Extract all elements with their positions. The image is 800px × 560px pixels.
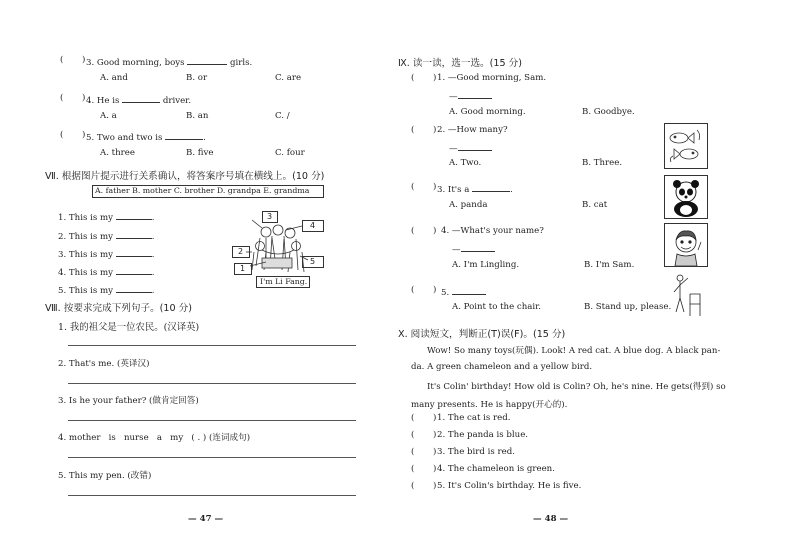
- question-stem: 3. Good morning, boys girls.: [86, 55, 252, 68]
- label-box: [302, 256, 324, 268]
- option-b: B. I'm Sam.: [584, 260, 635, 270]
- list-item: 2. That's me. (英译汉): [58, 359, 150, 369]
- boy-icon: [665, 224, 707, 266]
- option-a: A. Point to the chair.: [452, 302, 542, 312]
- label-number: 4: [310, 221, 316, 230]
- question-stem: 5.: [441, 285, 486, 298]
- option-a: A. and: [100, 73, 128, 83]
- label-number: 2: [238, 247, 244, 256]
- list-item: 1. 我的祖父是一位农民。(汉译英): [58, 322, 200, 333]
- answer-paren-open: (: [60, 55, 64, 65]
- passage-line: Wow! So many toys(玩偶). Look! A red cat. A blue dog. A black pan-: [427, 346, 721, 356]
- question-stem: 2. —How many?: [437, 125, 508, 135]
- answer-paren-close: ): [433, 182, 437, 192]
- answer-paren-close: ): [433, 125, 437, 135]
- answer-paren-open: (: [411, 464, 415, 474]
- option-c: C. /: [275, 111, 290, 121]
- standing-person-image: [664, 272, 706, 320]
- option-b: B. an: [186, 111, 209, 121]
- list-item: 5. This my pen. (改错): [58, 471, 152, 481]
- page-number: — 47 —: [188, 514, 224, 524]
- question-stem: 1. —Good morning, Sam.: [437, 73, 547, 83]
- answer-paren-open: (: [411, 182, 415, 192]
- label-box: [232, 246, 250, 258]
- answer-line: [68, 457, 356, 458]
- list-item: 3. This is my .: [58, 247, 154, 260]
- option-a: A. three: [100, 148, 135, 158]
- section-title: Ⅶ. 根据图片提示进行关系确认，将答案序号填在横线上。(10 分): [45, 171, 325, 182]
- label-box: [234, 263, 252, 275]
- panda-image: [664, 175, 708, 219]
- label-number: 5: [310, 257, 316, 266]
- question-stem: 5. Two and two is .: [86, 130, 206, 143]
- answer-line: [68, 420, 356, 421]
- option-c: C. are: [275, 73, 302, 83]
- label-number: 1: [240, 264, 246, 273]
- answer-paren-open: (: [411, 73, 415, 83]
- option-a: A. panda: [449, 200, 488, 210]
- option-b: B. Three.: [582, 158, 623, 168]
- answer-paren-close: ): [82, 93, 86, 103]
- question-stem: 4. He is driver.: [86, 93, 191, 106]
- answer-paren-close: ): [433, 413, 437, 423]
- answer-line: [68, 345, 356, 346]
- answer-paren-close: ): [433, 447, 437, 457]
- list-item: 1. This is my .: [58, 210, 154, 223]
- list-item: 4. mother is nurse a my ( . ) (连词成句): [58, 433, 251, 443]
- list-item: 1. The cat is red.: [437, 413, 511, 423]
- option-a: A. Good morning.: [449, 107, 526, 117]
- option-b: B. Goodbye.: [582, 107, 635, 117]
- family-illustration: [226, 206, 326, 288]
- answer-paren-close: ): [82, 55, 86, 65]
- question-stem: 3. It's a .: [437, 182, 513, 195]
- answer-line: [68, 495, 356, 496]
- answer-paren-open: (: [60, 93, 64, 103]
- caption-text: I'm Li Fang.: [260, 277, 308, 286]
- answer-paren-close: ): [433, 481, 437, 491]
- list-item: 5. It's Colin's birthday. He is five.: [437, 481, 582, 491]
- answer-paren-open: (: [411, 285, 415, 295]
- section-title: Ⅸ. 读一读，选一选。(15 分): [398, 58, 522, 69]
- reply-line: —: [449, 141, 492, 154]
- list-item: 2. The panda is blue.: [437, 430, 529, 440]
- list-item: 5. This is my .: [58, 283, 154, 296]
- answer-paren-close: ): [82, 130, 86, 140]
- passage-line: many presents. He is happy(开心的).: [411, 400, 568, 410]
- reply-line: —: [449, 89, 492, 102]
- answer-paren-close: ): [433, 430, 437, 440]
- boy-image: [664, 223, 708, 267]
- answer-paren-close: ): [433, 226, 437, 236]
- answer-paren-close: ): [433, 464, 437, 474]
- list-item: 4. The chameleon is green.: [437, 464, 555, 474]
- answer-paren-open: (: [411, 430, 415, 440]
- passage-line: da. A green chameleon and a yellow bird.: [411, 362, 593, 372]
- section-title: Ⅷ. 按要求完成下列句子。(10 分): [45, 303, 193, 314]
- question-stem: 4. —What's your name?: [441, 226, 544, 236]
- answer-paren-close: ): [433, 73, 437, 83]
- answer-paren-close: ): [433, 285, 437, 295]
- option-b: B. or: [186, 73, 208, 83]
- answer-paren-open: (: [60, 130, 64, 140]
- page-number: — 48 —: [533, 514, 569, 524]
- label-box: [302, 220, 324, 232]
- option-a: A. I'm Lingling.: [452, 260, 520, 270]
- fish-icon: [665, 124, 707, 168]
- option-b: B. Stand up, please.: [584, 302, 672, 312]
- fish-image: [664, 123, 708, 169]
- section-title: Ⅹ. 阅读短文，判断正(T)误(F)。(15 分): [398, 329, 566, 340]
- options-text: A. father B. mother C. brother D. grandpa E. grandma: [95, 186, 310, 195]
- person-icon: [664, 272, 706, 320]
- list-item: 3. Is he your father? (做肯定回答): [58, 396, 199, 406]
- answer-paren-open: (: [411, 481, 415, 491]
- list-item: 4. This is my .: [58, 265, 154, 278]
- panda-icon: [665, 176, 707, 218]
- caption-box: [256, 276, 310, 288]
- option-b: B. cat: [582, 200, 608, 210]
- options-box: [92, 185, 324, 198]
- answer-paren-open: (: [411, 226, 415, 236]
- list-item: 2. This is my .: [58, 229, 154, 242]
- list-item: 3. The bird is red.: [437, 447, 515, 457]
- answer-line: [68, 383, 356, 384]
- answer-paren-open: (: [411, 125, 415, 135]
- passage-line: It's Colin' birthday! How old is Colin? Oh, he's nine. He gets(得到) so: [427, 382, 726, 392]
- answer-paren-open: (: [411, 413, 415, 423]
- option-b: B. five: [186, 148, 214, 158]
- option-a: A. a: [100, 111, 117, 121]
- answer-paren-open: (: [411, 447, 415, 457]
- reply-line: —: [452, 242, 495, 255]
- option-a: A. Two.: [449, 158, 482, 168]
- label-box: [262, 211, 278, 223]
- label-number: 3: [267, 212, 273, 221]
- option-c: C. four: [275, 148, 305, 158]
